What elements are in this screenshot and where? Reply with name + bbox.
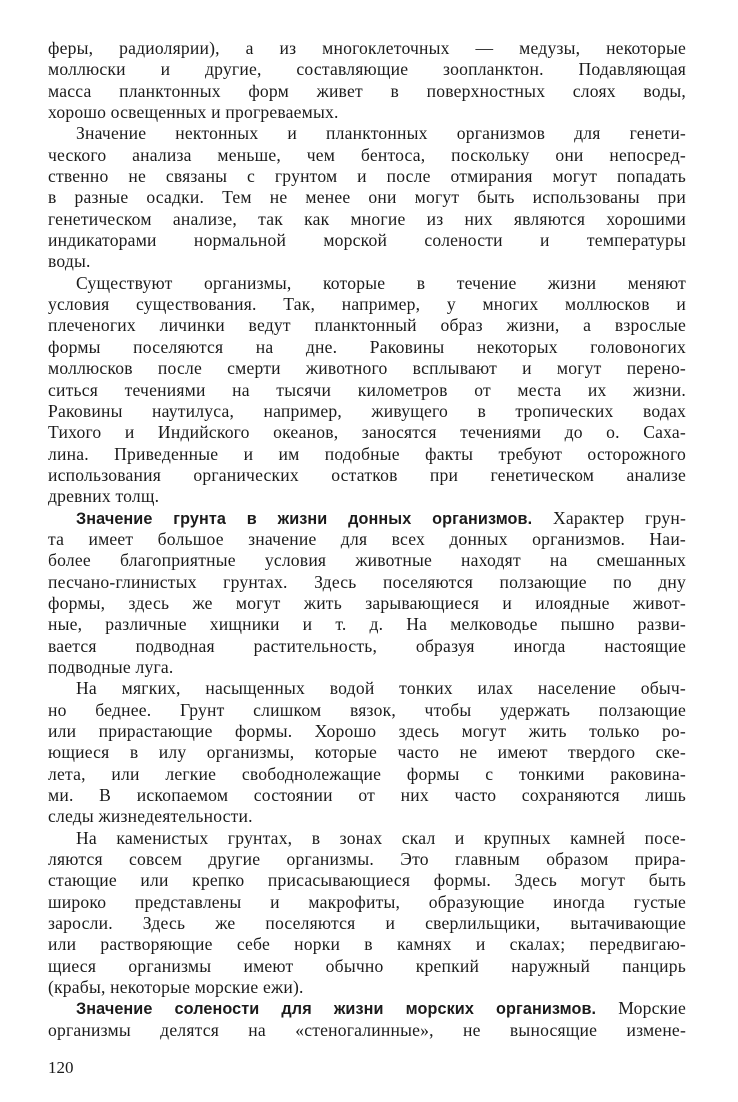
text-line: Тихого и Индийского океанов, заносятся течениями до о. Саха- [48,422,686,443]
paragraph [48,998,686,1041]
heading-line-rest: Характер грун- [532,507,686,528]
text-line: условия существования. Так, например, у многих моллюсков и [48,294,686,315]
text-line: песчано-глинистых грунтах. Здесь поселяются ползающие по дну [48,571,686,592]
text-line: ляются совсем другие организмы. Это главным образом прира- [48,849,686,870]
text-line: формы, здесь же могут жить зарывающиеся и илоядные живот- [48,592,686,613]
text-line: Значение нектонных и планктонных организмов для генети- [76,123,686,144]
heading-line-rest: Морские [596,998,686,1019]
text-line: На каменистых грунтах, в зонах скал и крупных камней посе- [76,827,686,848]
text-line: моллюсков после смерти животного всплывают и могут перено- [48,358,686,379]
page-body [48,38,686,1041]
text-line: организмы делятся на «стеногалинные», не выносящие измене- [48,1019,686,1040]
text-line: более благоприятные условия животные находят на смешанных [48,550,686,571]
text-line: ческого анализа меньше, чем бентоса, поскольку они непосред- [48,144,686,165]
text-line [48,998,686,1019]
text-line: Существуют организмы, которые в течение жизни меняют [76,272,686,293]
text-line [48,508,686,529]
text-line: лета, или легкие свободнолежащие формы с тонкими раковина- [48,763,686,784]
section-heading: Значение солености для жизни морских организмов. [76,1000,597,1019]
text-line: ми. В ископаемом состоянии от них часто сохраняются лишь [48,785,686,806]
paragraph [48,123,686,272]
text-line: ные, различные хищники и т. д. На мелководье пышно разви- [48,614,686,635]
page-number: 120 [48,1058,74,1077]
text-line: та имеет большое значение для всех донных организмов. Наи- [48,528,686,549]
text-line: воды. [48,251,91,272]
paragraph [48,38,686,123]
text-line: или растворяющие себе норки в камнях и скалах; передвигаю- [48,934,686,955]
text-line: щиеся организмы имеют обычно крепкий наружный панцирь [48,955,686,976]
paragraph [48,828,686,999]
text-line: (крабы, некоторые морские ежи). [48,977,304,998]
text-line: широко представлены и макрофиты, образующие иногда густые [48,891,686,912]
text-line: хорошо освещенных и прогреваемых. [48,102,339,123]
text-line: ситься течениями на тысячи километров от места их жизни. [48,379,686,400]
text-line: заросли. Здесь же поселяются и сверлильщики, вытачивающие [48,913,686,934]
text-line: или прирастающие формы. Хорошо здесь могут жить только ро- [48,721,686,741]
text-line: но беднее. Грунт слишком вязок, чтобы удержать ползающие [48,699,686,720]
text-line: моллюски и другие, составляющие зоопланктон. Подавляющая [48,59,686,80]
text-line: вается подводная растительность, образуя иногда настоящие [48,635,686,656]
text-line: использования органических остатков при генетическом анализе [48,464,686,485]
text-line: На мягких, насыщенных водой тонких илах население обыч- [76,678,686,699]
text-line: древних толщ. [48,486,160,507]
text-line: ственно не связаны с грунтом и после отмирания могут попадать [48,166,686,187]
text-line: стающие или крепко присасывающиеся формы. Здесь могут быть [48,870,686,891]
paragraph [48,273,686,508]
text-line: феры, радиолярии), а из многоклеточных — медузы, некоторые [48,38,686,58]
text-line: плеченогих личинки ведут планктонный образ жизни, а взрослые [48,315,686,336]
text-line: формы поселяются на дне. Раковины некоторых головоногих [48,336,686,357]
section-heading: Значение грунта в жизни донных организмов. [76,509,533,528]
text-line: в разные осадки. Тем не менее они могут быть использованы при [48,187,686,208]
text-line: масса планктонных форм живет в поверхностных слоях воды, [48,80,686,101]
text-line: генетическом анализе, так как многие из них являются хорошими [48,208,686,229]
paragraph [48,508,686,679]
text-line: подводные луга. [48,656,174,677]
text-line: индикаторами нормальной морской солености и температуры [48,230,686,251]
text-line: Раковины наутилуса, например, живущего в тропических водах [48,400,686,421]
text-line: ющиеся в илу организмы, которые часто не имеют твердого ске- [48,742,686,763]
text-line: лина. Приведенные и им подобные факты требуют осторожного [48,443,686,464]
text-line: следы жизнедеятельности. [48,806,253,827]
paragraph [48,678,686,827]
